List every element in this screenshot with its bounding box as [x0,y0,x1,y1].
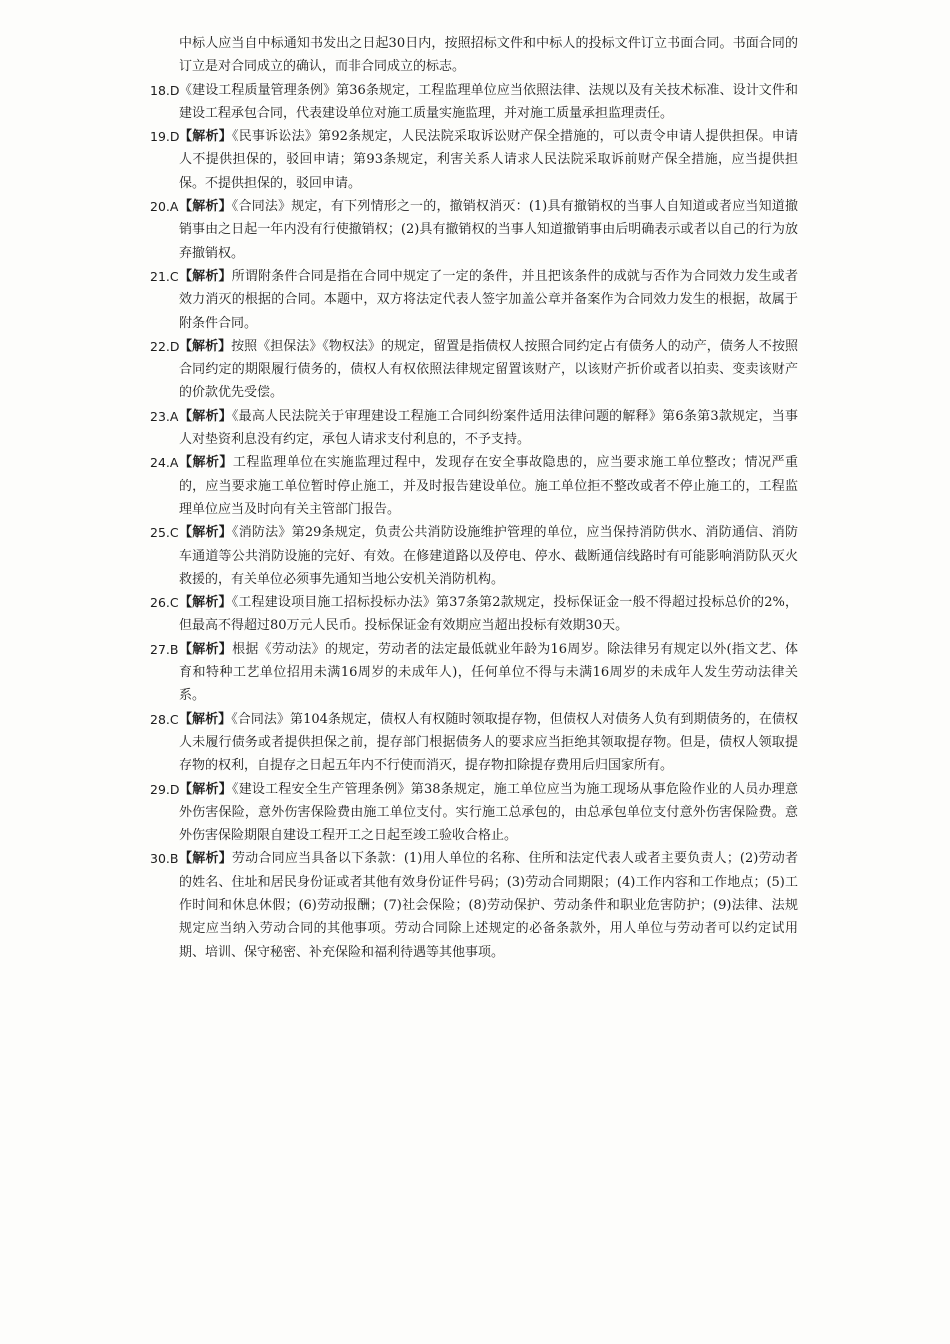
analysis-tag: 【解析】 [179,129,232,145]
answer-entry [150,778,798,848]
lead-paragraph [150,32,798,79]
question-number: 27.B [150,641,179,657]
analysis-tag: 【解析】 [179,595,232,611]
explanation-text: 劳动合同应当具备以下条款：(1)用人单位的名称、住所和法定代表人或者主要负责人；(2)劳动者的姓名、住址和居民身份证或者其他有效身份证件号码；(3)劳动合同期限；(4)工作内容和工作地点；(5)工作时间和休息休假；(6)劳动报酬；(7)社会保险；(8)劳动保护、劳动条件和职业危害防护；(9)法律、法规规定应当纳入劳动合同的其他事项。劳动合同除上述规定的必备条款外，用人单位与劳动者可以约定试用期、培训、保守秘密、补充保险和福利待遇等其他事项。 [179,851,798,960]
answer-entry [150,265,798,335]
answer-entry [150,638,798,708]
question-number: 25.C [150,525,179,541]
question-number: 26.C [150,595,179,611]
answer-entry [150,195,798,265]
answer-entry [150,79,798,126]
answer-entry [150,591,798,638]
answer-entry [150,335,798,405]
explanation-text: 《工程建设项目施工招标投标办法》第37条第2款规定，投标保证金一般不得超过投标总价的2%，但最高不得超过80万元人民币。投标保证金有效期应当超出投标有效期30天。 [179,595,798,634]
explanation-text: 《建设工程质量管理条例》第36条规定，工程监理单位应当依照法律、法规以及有关技术标准、设计文件和建设工程承包合同，代表建设单位对施工质量实施监理，并对施工质量承担监理责任。 [179,82,798,121]
analysis-tag: 【解析】 [179,268,232,284]
analysis-tag: 【解析】 [179,525,232,541]
question-number: 24.A [150,455,179,471]
answer-entry [150,708,798,778]
analysis-tag: 【解析】 [179,338,232,354]
explanation-text: 《建设工程安全生产管理条例》第38条规定，施工单位应当为施工现场从事危险作业的人员办理意外伤害保险，意外伤害保险费由施工单位支付。实行施工总承包的，由总承包单位支付意外伤害保险费。意外伤害保险期限自建设工程开工之日起至竣工验收合格止。 [179,781,798,844]
lead-text: 中标人应当自中标通知书发出之日起30日内，按照招标文件和中标人的投标文件订立书面合同。书面合同的订立是对合同成立的确认，而非合同成立的标志。 [179,36,798,75]
answer-entry [150,451,798,521]
analysis-tag: 【解析】 [179,851,232,867]
analysis-tag: 【解析】 [179,641,233,657]
question-number: 23.A [150,408,179,424]
question-number: 28.C [150,711,179,727]
explanation-text: 所谓附条件合同是指在合同中规定了一定的条件，并且把该条件的成就与否作为合同效力发生或者效力消灭的根据的合同。本题中，双方将法定代表人签字加盖公章并备案作为合同效力发生的根据，故属于附条件合同。 [179,268,798,331]
explanation-text: 按照《担保法》《物权法》的规定，留置是指债权人按照合同约定占有债务人的动产，债务人不按照合同约定的期限履行债务的，债权人有权依照法律规定留置该财产，以该财产折价或者以拍卖、变卖该财产的价款优先受偿。 [179,338,798,401]
analysis-tag: 【解析】 [179,711,232,727]
analysis-tag: 【解析】 [179,455,233,471]
question-number: 22.D [150,338,180,354]
analysis-tag: 【解析】 [179,408,232,424]
explanation-text: 《民事诉讼法》第92条规定，人民法院采取诉讼财产保全措施的，可以责令申请人提供担保。申请人不提供担保的，驳回申请；第93条规定，利害关系人请求人民法院采取诉前财产保全措施，应当提供担保。不提供担保的，驳回申请。 [179,129,798,191]
answer-entry [150,125,798,195]
question-number: 19.D [150,129,180,145]
answer-explanations [150,32,798,964]
explanation-text: 《最高人民法院关于审理建设工程施工合同纠纷案件适用法律问题的解释》第6条第3款规定，当事人对垫资利息没有约定，承包人请求支付利息的，不予支持。 [179,408,798,448]
explanation-text: 《合同法》第104条规定，债权人有权随时领取提存物，但债权人对债务人负有到期债务的，在债权人未履行债务或者提供担保之前，提存部门根据债务人的要求应当拒绝其领取提存物。但是，债权人领取提存物的权利，自提存之日起五年内不行使而消灭，提存物扣除提存费用后归国家所有。 [179,711,798,774]
question-number: 30.B [150,851,179,867]
answer-entry [150,521,798,591]
answer-entry [150,405,798,452]
explanation-text: 根据《劳动法》的规定，劳动者的法定最低就业年龄为16周岁。除法律另有规定以外(指文艺、体育和特种工艺单位招用未满16周岁的未成年人)，任何单位不得与未满16周岁的未成年人发生劳动法律关系。 [179,641,798,704]
question-number: 29.D [150,781,180,797]
answer-entry [150,847,798,963]
question-number: 21.C [150,268,179,284]
explanation-text: 工程监理单位在实施监理过程中，发现存在安全事故隐患的，应当要求施工单位整改；情况严重的，应当要求施工单位暂时停止施工，并及时报告建设单位。施工单位拒不整改或者不停止施工的，工程监理单位应当及时向有关主管部门报告。 [179,455,798,517]
explanation-text: 《消防法》第29条规定，负责公共消防设施维护管理的单位，应当保持消防供水、消防通信、消防车通道等公共消防设施的完好、有效。在修建道路以及停电、停水、截断通信线路时有可能影响消防队灭火救援的，有关单位必须事先通知当地公安机关消防机构。 [179,525,798,587]
question-number: 18.D [150,82,180,98]
analysis-tag: 【解析】 [179,199,232,215]
entry-list [150,79,798,964]
question-number: 20.A [150,199,179,215]
analysis-tag: 【解析】 [179,781,232,797]
explanation-text: 《合同法》规定，有下列情形之一的，撤销权消灭：(1)具有撤销权的当事人自知道或者应当知道撤销事由之日起一年内没有行使撤销权；(2)具有撤销权的当事人知道撤销事由后明确表示或者以自己的行为放弃撤销权。 [179,199,798,261]
